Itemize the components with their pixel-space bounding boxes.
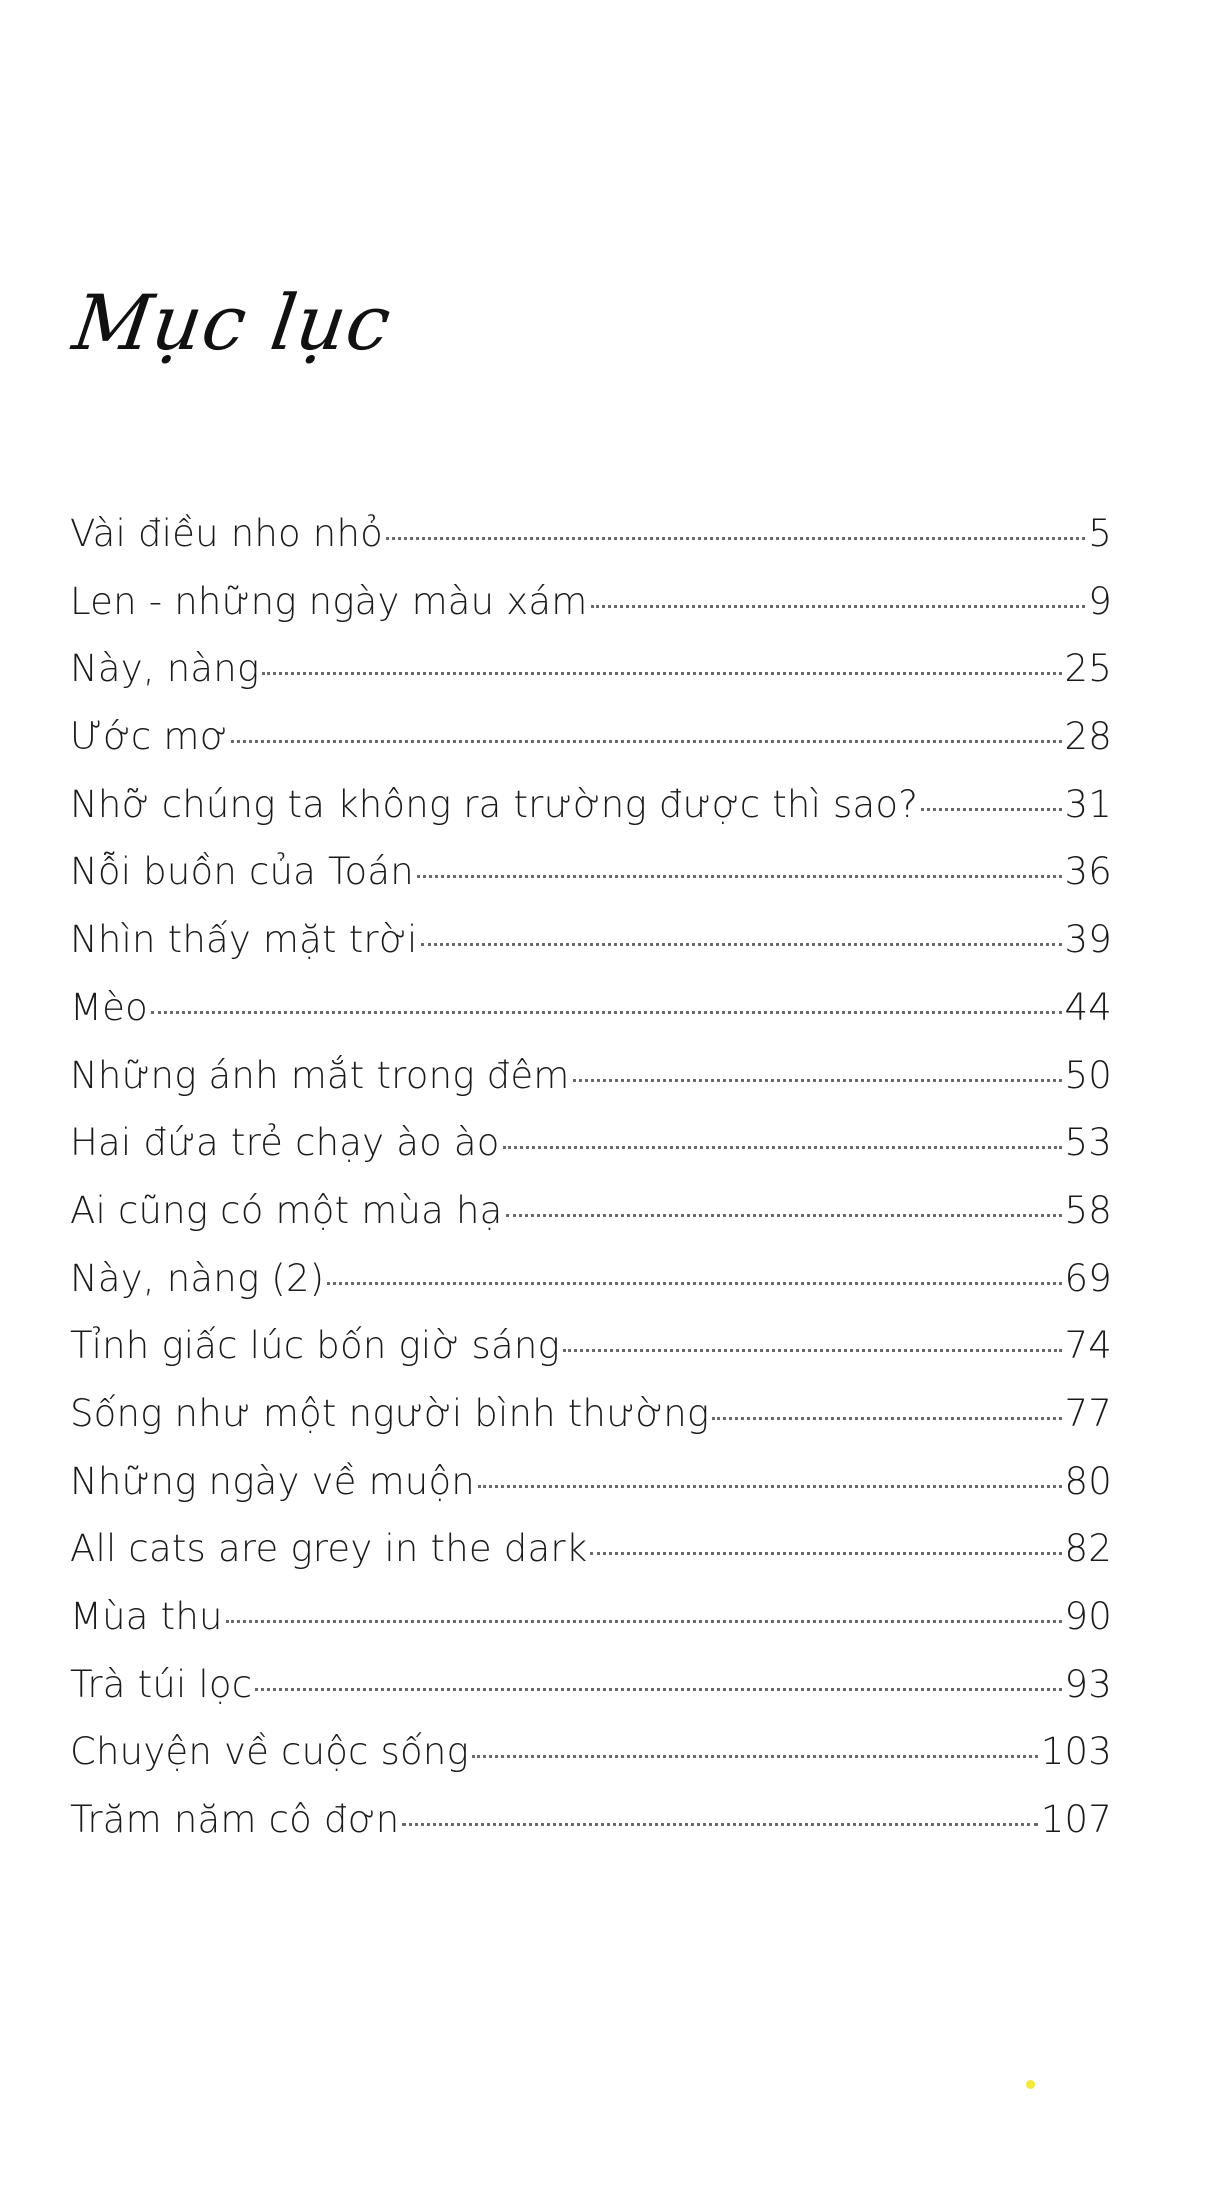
toc-entry-page: 44 (1064, 985, 1112, 1029)
table-of-contents (70, 512, 1112, 1866)
toc-entry-page: 53 (1064, 1121, 1112, 1165)
toc-entry-page: 50 (1064, 1053, 1112, 1097)
toc-entry (70, 850, 1112, 918)
toc-entry-page: 5 (1088, 512, 1112, 555)
dot-leader (472, 1755, 1038, 1758)
dot-leader (921, 808, 1061, 811)
dot-leader (591, 605, 1086, 608)
toc-entry-title: Mùa thu (70, 1595, 223, 1638)
dot-leader (503, 1146, 1062, 1149)
toc-entry-title: Ước mơ (70, 715, 228, 759)
toc-entry-title: Vài điều nho nhỏ (70, 512, 383, 555)
dot-leader (151, 1011, 1062, 1014)
toc-entry-title: Tỉnh giấc lúc bốn giờ sáng (70, 1324, 560, 1368)
toc-entry (70, 1121, 1112, 1189)
toc-entry (70, 1663, 1112, 1731)
toc-entry-page: 31 (1064, 782, 1112, 826)
toc-entry-title: Trăm năm cô đơn (70, 1798, 400, 1842)
toc-entry-title: Hai đứa trẻ chạy ào ào (70, 1121, 500, 1165)
dot-leader (327, 1282, 1061, 1285)
toc-entry-title: Sống như một người bình thường (70, 1391, 710, 1435)
dot-leader (563, 1349, 1062, 1352)
toc-entry-title: Nhìn thấy mặt trời (70, 918, 418, 962)
toc-entry-page: 58 (1064, 1188, 1112, 1232)
toc-entry (70, 1054, 1112, 1122)
toc-entry-title: Nhỡ chúng ta không ra trường được thì sao? (70, 782, 919, 826)
dot-leader (402, 1823, 1037, 1826)
toc-entry (70, 1798, 1112, 1866)
toc-entry-title: Này, nàng (2) (70, 1256, 325, 1300)
toc-entry-title: Này, nàng (70, 647, 260, 691)
dot-leader (226, 1620, 1062, 1623)
toc-entry-page: 39 (1064, 918, 1112, 962)
toc-entry-page: 107 (1040, 1798, 1112, 1842)
toc-entry (70, 1460, 1112, 1528)
toc-entry-page: 93 (1064, 1662, 1112, 1706)
toc-entry-page: 9 (1088, 579, 1112, 623)
dot-leader (417, 875, 1062, 878)
toc-entry-title: Len - những ngày màu xám (70, 579, 588, 623)
dot-leader (231, 740, 1062, 743)
toc-entry (70, 918, 1112, 986)
toc-entry-page: 77 (1064, 1391, 1112, 1435)
toc-entry (70, 986, 1112, 1054)
page-title: Mục lục (68, 278, 397, 367)
toc-entry (70, 715, 1112, 783)
dot-leader (386, 537, 1085, 540)
yellow-speck (1026, 2080, 1035, 2089)
toc-entry-page: 69 (1064, 1256, 1112, 1300)
toc-entry-page: 80 (1064, 1459, 1112, 1503)
dot-leader (712, 1417, 1061, 1420)
toc-entry-page: 28 (1064, 715, 1112, 759)
toc-entry (70, 1392, 1112, 1460)
dot-leader (255, 1688, 1061, 1691)
toc-entry-page: 90 (1064, 1595, 1112, 1638)
toc-entry-page: 103 (1040, 1730, 1112, 1774)
toc-entry (70, 647, 1112, 715)
toc-entry (70, 1527, 1112, 1595)
toc-entry-title: All cats are grey in the dark (70, 1527, 588, 1571)
dot-leader (421, 943, 1062, 946)
toc-entry-title: Ai cũng có một mùa hạ (70, 1188, 503, 1232)
toc-entry (70, 580, 1112, 648)
dot-leader (573, 1079, 1062, 1082)
toc-entry (70, 512, 1112, 580)
toc-entry (70, 783, 1112, 851)
toc-entry-title: Những ngày về muộn (70, 1459, 475, 1503)
dot-leader (478, 1485, 1062, 1488)
toc-entry (70, 1189, 1112, 1257)
dot-leader (506, 1214, 1062, 1217)
toc-entry-title: Chuyện về cuộc sống (70, 1730, 469, 1774)
toc-entry-page: 82 (1064, 1527, 1112, 1571)
toc-entry (70, 1324, 1112, 1392)
toc-entry (70, 1595, 1112, 1663)
toc-entry-page: 36 (1064, 850, 1112, 894)
toc-entry-title: Trà túi lọc (70, 1662, 253, 1706)
dot-leader (590, 1552, 1061, 1555)
toc-entry-title: Những ánh mắt trong đêm (70, 1053, 570, 1097)
toc-entry (70, 1257, 1112, 1325)
toc-entry-title: Nỗi buồn của Toán (70, 850, 414, 894)
toc-entry-page: 25 (1064, 647, 1112, 691)
toc-entry-title: Mèo (70, 985, 148, 1029)
toc-entry (70, 1730, 1112, 1798)
dot-leader (262, 672, 1061, 675)
toc-entry-page: 74 (1064, 1324, 1112, 1368)
